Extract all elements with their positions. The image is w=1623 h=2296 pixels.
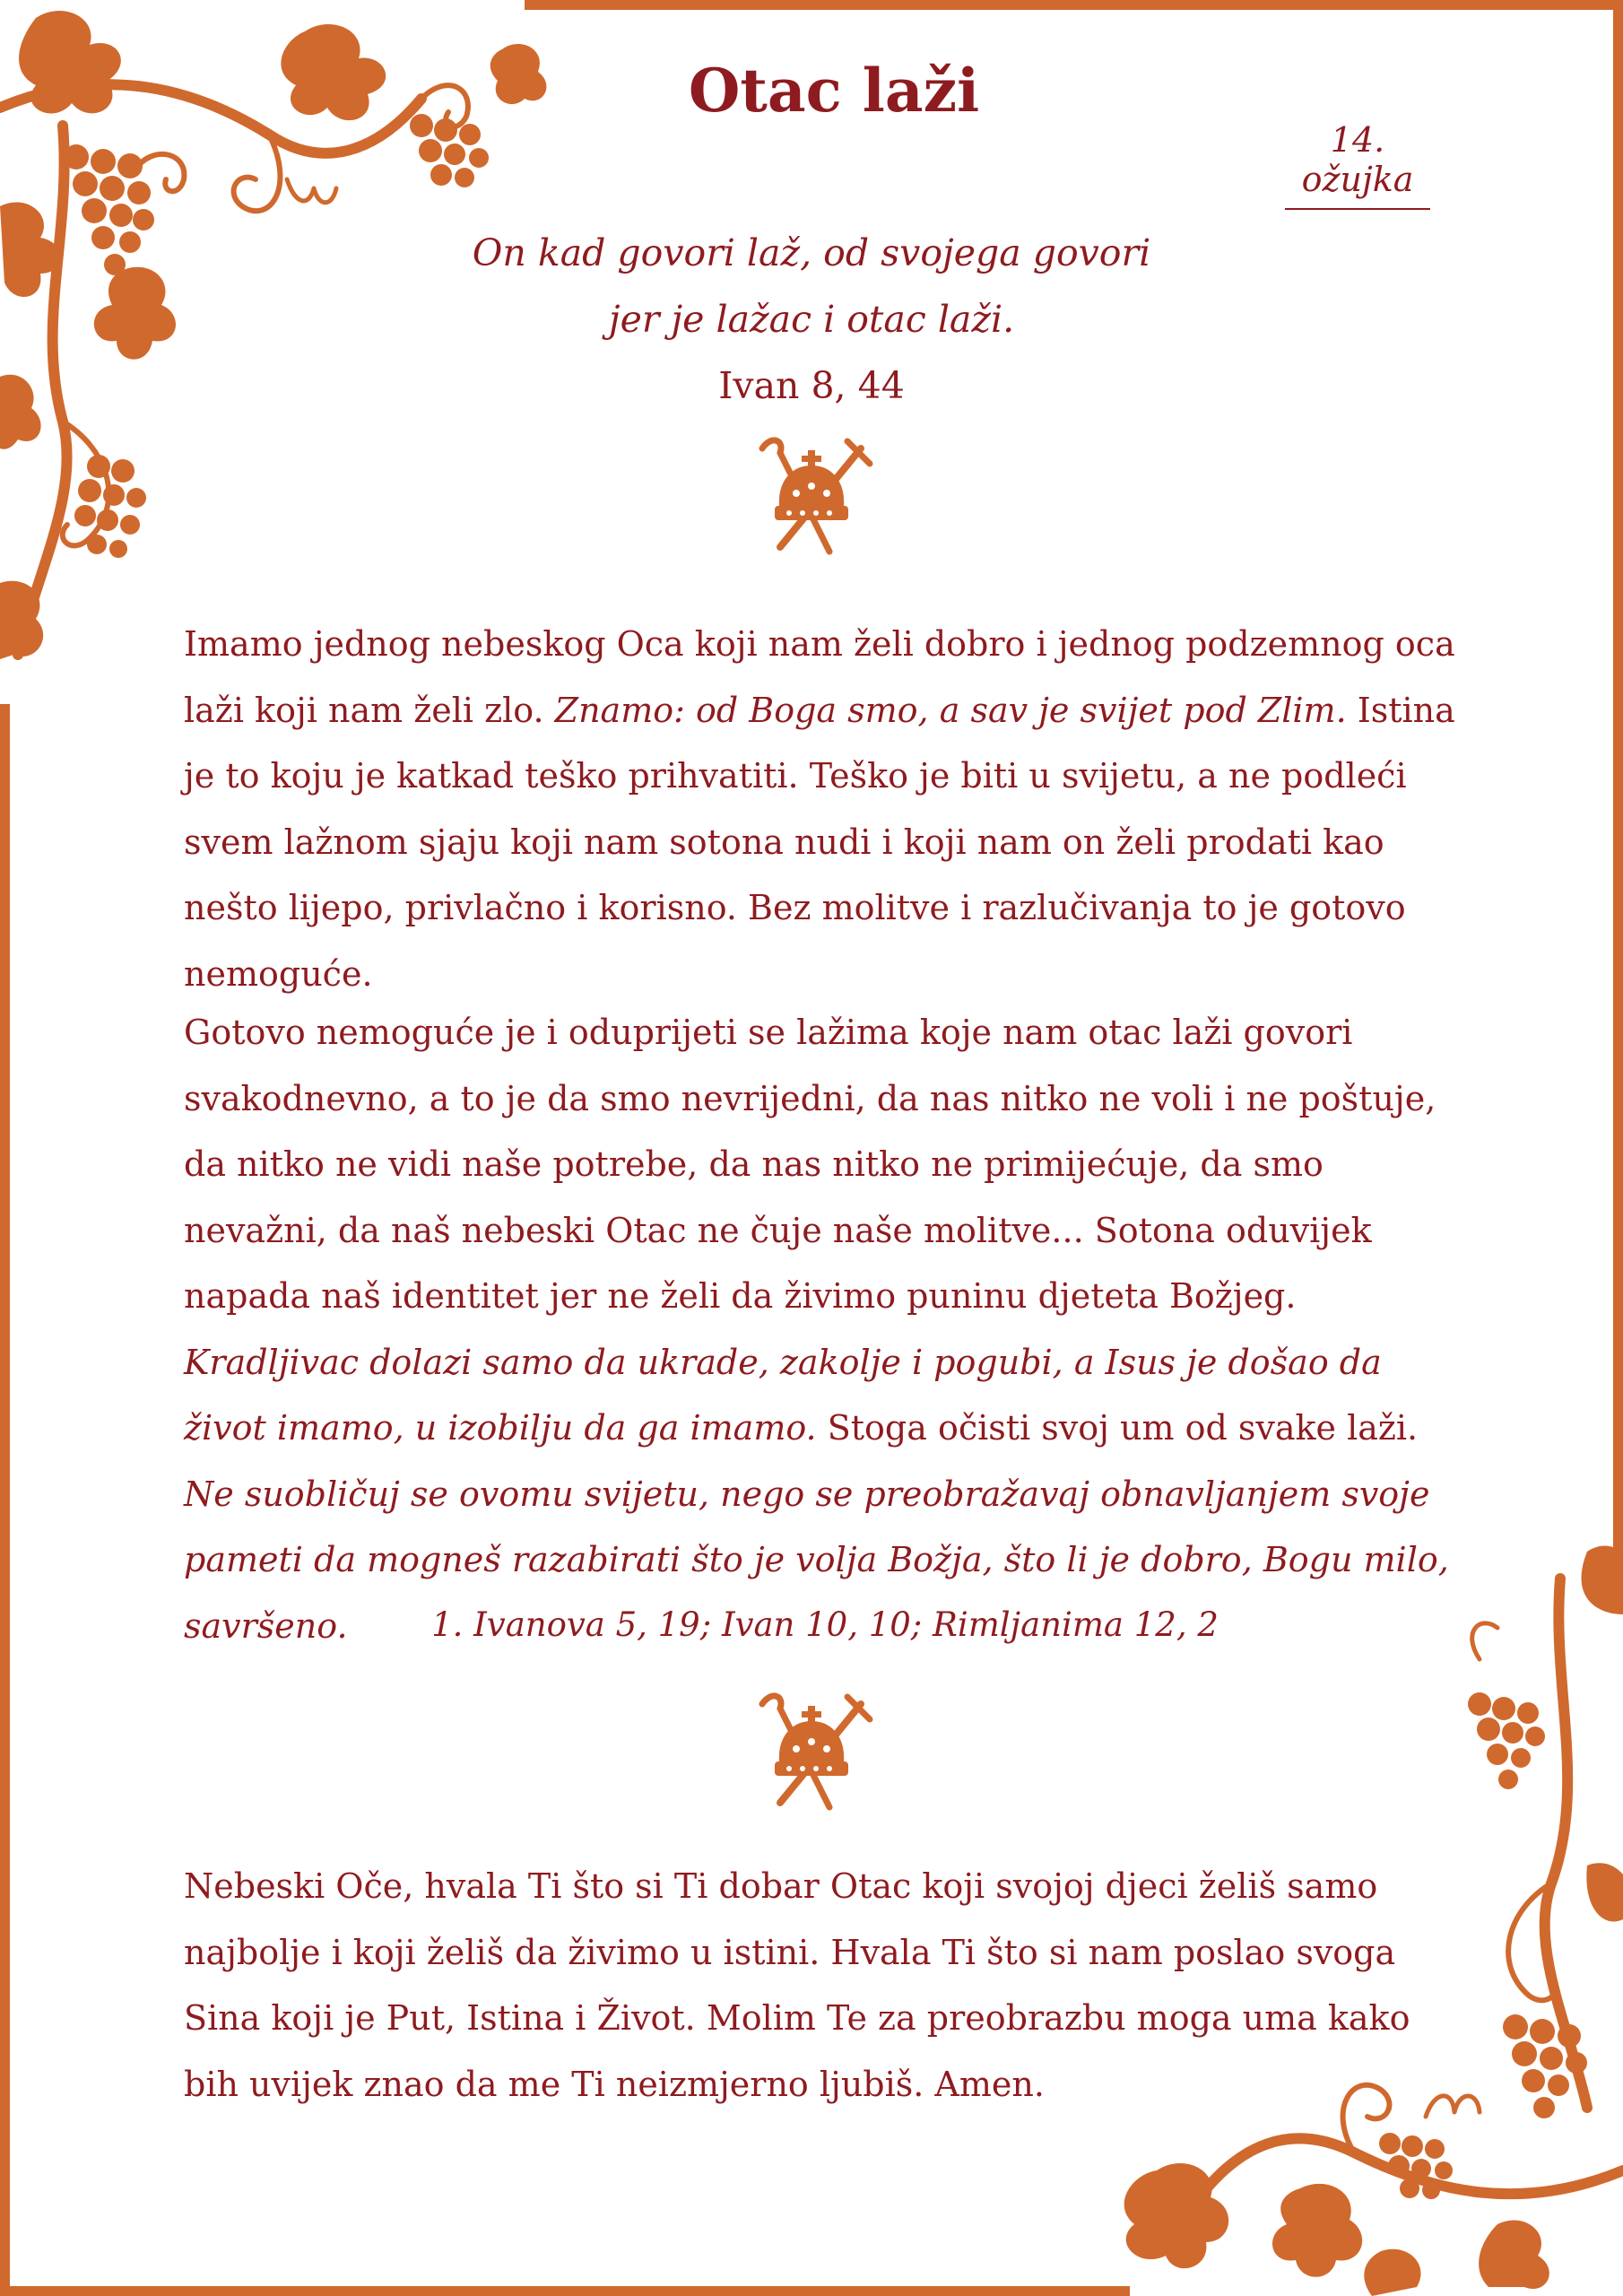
motto-block bbox=[359, 220, 1264, 419]
bottom-border-line bbox=[0, 2286, 1130, 2296]
paragraph-2-text-a: Gotovo nemoguće je i oduprijeti se lažima koje nam otac laži govori svakodnevno, a to je da smo nevrijedni, da nas nitko ne voli i ne poštuje, da nitko ne vidi naše potrebe, da nas nitko ne primijećuje, da smo nevažni, da naš nebeski Otac ne čuje naše molitve... Sotona oduvijek napada naš identitet jer ne želi da živimo puninu djeteta Božjeg. bbox=[184, 1013, 1436, 1316]
paragraph-2-quote-b: Ne suobličuj se ovomu svijetu, nego se preobražavaj obnavljanjem svoje pameti da mogneš razabirati što je volja Božja, što li je dobro, Bogu milo, savršeno. bbox=[184, 1474, 1449, 1646]
motto-line-1: On kad govori laž, od svojega govori bbox=[472, 231, 1151, 274]
right-border-line bbox=[1613, 0, 1623, 1578]
paragraph-1-text-b: Istina je to koju je katkad teško prihvatiti. Teško je biti u svijetu, a ne podleći svem lažnom sjaju koji nam sotona nudi i koji nam on želi prodati kao nešto lijepo, privlačno i korisno. Bez molitve i razlučivanja to je gotovo nemoguće. bbox=[184, 690, 1455, 994]
top-border-line bbox=[525, 0, 1623, 10]
motto-reference: Ivan 8, 44 bbox=[718, 364, 905, 407]
paragraph-2 bbox=[184, 1000, 1466, 1659]
left-border-line bbox=[0, 704, 10, 2296]
crown-sword-emblem-icon bbox=[744, 430, 879, 565]
crown-sword-emblem-icon-2 bbox=[744, 1686, 879, 1821]
page-title: Otac laži bbox=[688, 56, 980, 126]
paragraph-2-quote-a: Kradljivac dolazi samo da ukrade, zakolje i pogubi, a Isus je došao da život imamo, u izobilju da ga imamo. bbox=[184, 1342, 1382, 1448]
paragraph-1-text-a: Imamo jednog nebeskog Oca koji nam želi dobro i jednog podzemnog oca laži koji nam želi zlo. bbox=[184, 624, 1455, 730]
scripture-references: 1. Ivanova 5, 19; Ivan 10, 10; Rimljanima 12, 2 bbox=[431, 1605, 1219, 1644]
prayer-paragraph: Nebeski Oče, hvala Ti što si Ti dobar Otac koji svojoj djeci želiš samo najbolje i koji želiš da živimo u istini. Hvala Ti što si nam poslao svoga Sina koji je Put, Istina i Život. Molim Te za preobrazbu moga uma kako bih uvijek znao da me Ti neizmjerno ljubiš. Amen. bbox=[184, 1866, 1410, 2104]
date-label: 14. ožujka bbox=[1285, 120, 1430, 210]
paragraph-2-text-b: Stoga očisti svoj um od svake laži. bbox=[816, 1408, 1419, 1448]
motto-line-2: jer je lažac i otac laži. bbox=[608, 298, 1015, 341]
paragraph-1-quote: Znamo: od Boga smo, a sav je svijet pod Zlim. bbox=[554, 690, 1347, 730]
paragraph-1 bbox=[184, 612, 1466, 1007]
